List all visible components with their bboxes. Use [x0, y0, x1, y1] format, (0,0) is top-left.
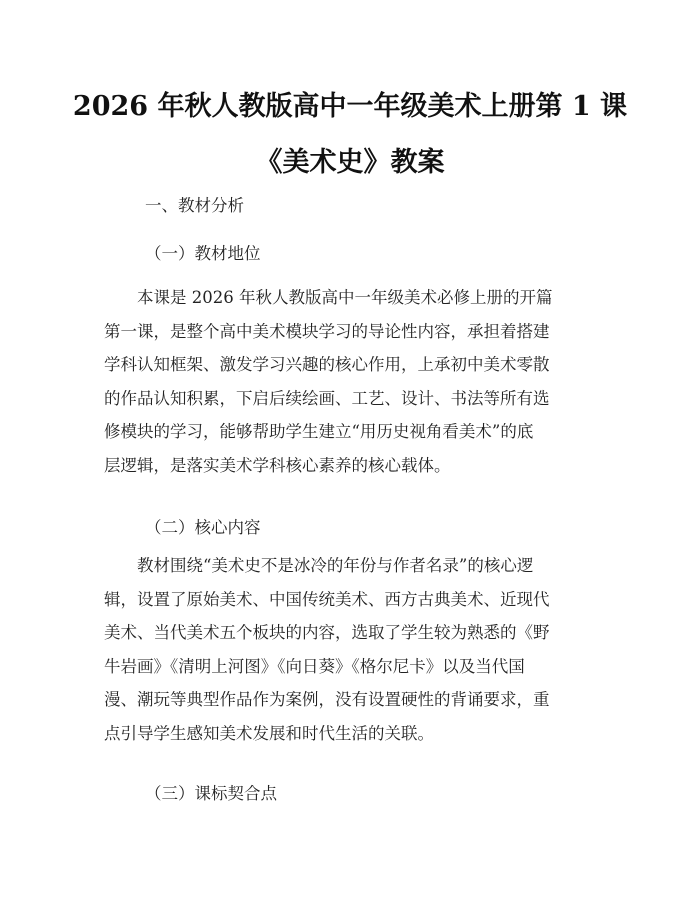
paragraph-textbook-position	[104, 281, 552, 482]
paragraph-line: 层逻辑，是落实美术学科核心素养的核心载体。	[104, 455, 451, 475]
paragraph-line: 学科认知框架、激发学习兴趣的核心作用，上承初中美术零散	[104, 355, 550, 374]
paragraph-line: 本课是 2026 年秋人教版高中一年级美术必修上册的开篇	[104, 288, 553, 307]
paragraph-line: 辑，设置了原始美术、中国传统美术、西方古典美术、近现代	[104, 589, 550, 609]
paragraph-line: 的作品认知积累，下启后续绘画、工艺、设计、书法等所有选	[104, 388, 550, 408]
subsection-heading-curriculum-alignment: （三）课标契合点	[145, 784, 277, 803]
paragraph-line: 修模块的学习，能够帮助学生建立“用历史视角看美术”的底	[104, 422, 534, 441]
document-title-line-2: 《美术史》教案	[255, 147, 445, 178]
section-heading-textbook-analysis: 一、教材分析	[145, 196, 244, 215]
paragraph-line: 美术、当代美术五个板块的内容，选取了学生较为熟悉的《野	[104, 623, 550, 642]
document-title-line-1: 2026 年秋人教版高中一年级美术上册第 1 课	[72, 91, 628, 122]
paragraph-line: 教材围绕“美术史不是冰冷的年份与作者名录”的核心逻	[104, 556, 534, 575]
paragraph-core-content	[104, 549, 550, 750]
paragraph-line: 漫、潮玩等典型作品作为案例，没有设置硬性的背诵要求，重	[104, 690, 550, 709]
subsection-heading-textbook-position: （一）教材地位	[145, 244, 261, 263]
paragraph-line: 牛岩画》《清明上河图》《向日葵》《格尔尼卡》以及当代国	[104, 656, 525, 676]
paragraph-line: 点引导学生感知美术发展和时代生活的关联。	[104, 723, 434, 743]
subsection-heading-core-content: （二）核心内容	[145, 518, 261, 537]
paragraph-line: 第一课，是整个高中美术模块学习的导论性内容，承担着搭建	[104, 321, 550, 341]
